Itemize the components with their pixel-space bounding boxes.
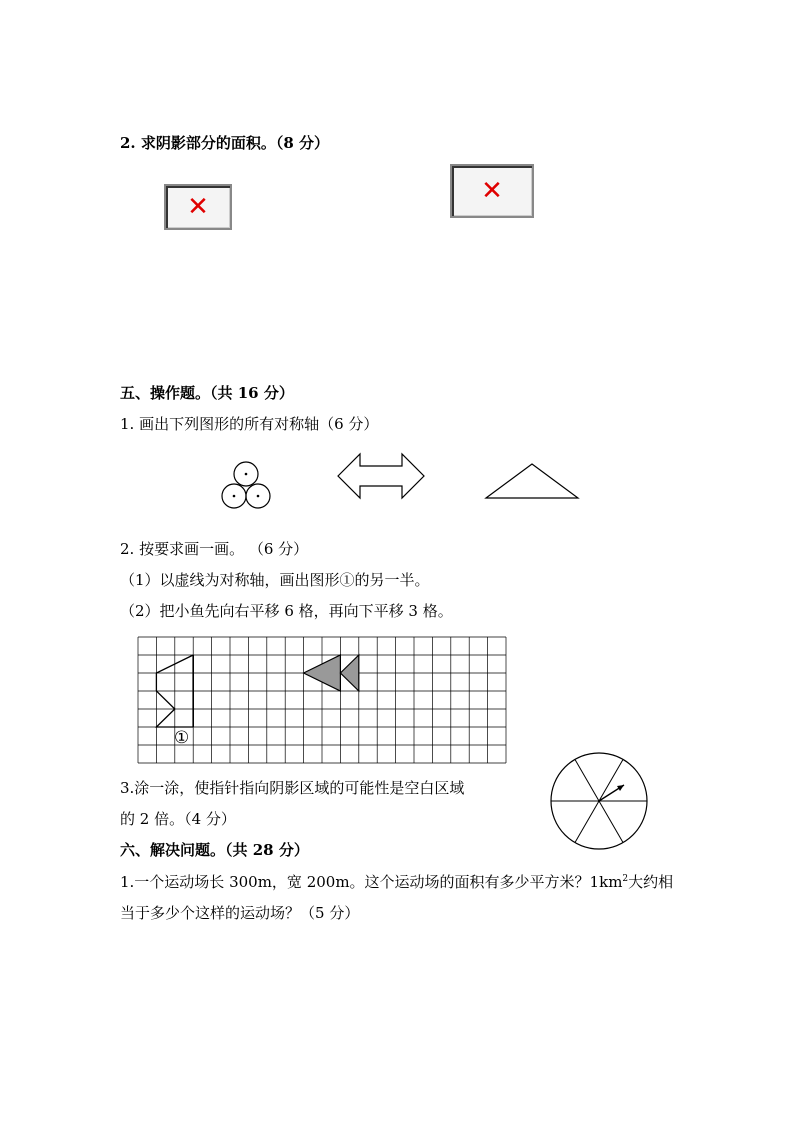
s6-question-1-line-2: 当于多少个这样的运动场？（5 分） xyxy=(120,904,360,922)
s5-question-2-part-1: （1）以虚线为对称轴，画出图形①的另一半。 xyxy=(120,571,430,589)
s6-question-1-text-b: 大约相 xyxy=(628,873,674,891)
red-x-icon: ✕ xyxy=(187,192,209,222)
square-grid xyxy=(137,636,507,764)
broken-image-2 xyxy=(450,164,534,218)
double-arrow-figure xyxy=(336,451,426,501)
triangle-figure xyxy=(484,462,580,502)
section-6-title: 六、解决问题。（共 28 分） xyxy=(120,841,309,859)
three-circles-figure xyxy=(216,460,276,514)
figure-1-marker: ① xyxy=(174,728,190,748)
s5-question-3-line-2: 的 2 倍。（4 分） xyxy=(120,810,236,828)
spinner-circle xyxy=(548,751,650,851)
superscript-2: 2 xyxy=(622,874,629,884)
broken-image-1 xyxy=(164,184,232,230)
red-x-icon: ✕ xyxy=(481,176,503,206)
fish-tail xyxy=(340,655,358,691)
s5-question-2: 2. 按要求画一画。 （6 分） xyxy=(120,540,309,558)
s5-question-2-part-2: （2）把小鱼先向右平移 6 格，再向下平移 3 格。 xyxy=(120,602,453,620)
s6-question-1-line-1 xyxy=(120,872,673,892)
s6-question-1-text-a: 1.一个运动场长 300m，宽 200m。这个运动场的面积有多少平方米？1km xyxy=(120,873,623,891)
s5-question-1: 1. 画出下列图形的所有对称轴（6 分） xyxy=(120,415,379,433)
question-2-shaded-area: 2. 求阴影部分的面积。（8 分） xyxy=(120,134,330,152)
section-5-title: 五、操作题。（共 16 分） xyxy=(120,384,294,402)
s5-question-3-line-1: 3.涂一涂，使指针指向阴影区域的可能性是空白区域 xyxy=(120,779,465,797)
